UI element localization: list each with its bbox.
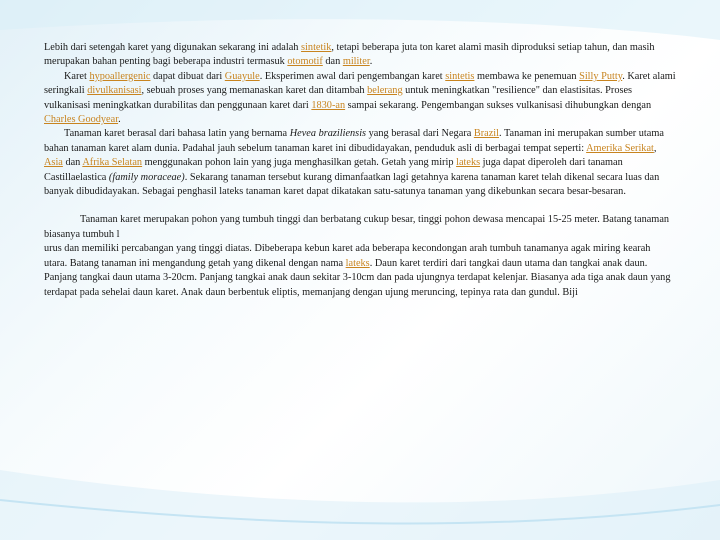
- link-amerika-serikat[interactable]: Amerika Serikat: [586, 142, 654, 154]
- text: yang berasal dari Negara: [366, 128, 474, 140]
- text: . Daun karet terdiri dari tangkai daun utama dan tangkai anak daun. Panjang tangkai daun utama 3-20cm. Panjang tangkai anak daun sekitar 3-10cm dan pada ujungnya terdapat kelenjar. Biasanya ada tiga anak daun yang terdapat pada sehelai daun karet. Anak daun berbentuk eliptis, memanjang dengan ujung meruncing, tepinya rata dan gundul. Biji: [44, 257, 671, 298]
- text: . Eksperimen awal dari pengembangan karet: [259, 70, 446, 82]
- text: , sebuah proses yang memanaskan karet dan ditambah: [141, 85, 368, 97]
- text: . Karet alami seringkali: [44, 70, 676, 97]
- article-body: [44, 41, 676, 300]
- link-lateks-2[interactable]: lateks: [345, 257, 370, 269]
- text: sampai sekarang. Pengembangan sukses vulkanisasi dihubungkan dengan: [345, 99, 652, 111]
- text: ,: [653, 142, 657, 154]
- text: Tanaman karet berasal dari bahasa latin yang bernama: [64, 128, 290, 140]
- paragraph-3: [44, 127, 676, 199]
- text: .: [118, 114, 121, 126]
- paragraph-4: [44, 213, 676, 299]
- text: menggunakan pohon lain yang juga menghasilkan getah. Getah yang mirip: [142, 157, 457, 169]
- text: untuk meningkatkan "resilience" dan elastisitas. Proses vulkanisasi meningkatkan durabilitas dan penggunaan karet dari: [44, 85, 633, 111]
- link-divulkanisasi[interactable]: divulkanisasi: [87, 85, 142, 97]
- link-belerang[interactable]: belerang: [367, 85, 403, 97]
- paragraph-1: [44, 41, 676, 70]
- text: urus dan memiliki percabangan yang tinggi diatas. Dibeberapa kebun karet ada beberapa kecondongan arah tumbuh tanamanya agak miring kearah utara. Batang tanaman ini mengandung getah yang dikenal dengan nama: [44, 243, 651, 269]
- link-charles-goodyear[interactable]: Charles Goodyear: [44, 114, 119, 126]
- link-guayule[interactable]: Guayule: [224, 70, 260, 82]
- text: dan: [62, 157, 83, 169]
- link-afrika-selatan[interactable]: Afrika Selatan: [82, 157, 143, 169]
- text: .: [369, 56, 373, 68]
- family-name: (family moraceae): [108, 171, 185, 183]
- link-otomotif[interactable]: otomotif: [287, 56, 323, 68]
- scientific-name: Hevea braziliensis: [289, 128, 367, 140]
- text: Tanaman karet merupakan pohon yang tumbuh tinggi dan berbatang cukup besar, tinggi pohon dewasa mencapai 15-25 meter. Batang tanaman biasanya tumbuh l: [44, 214, 670, 240]
- link-militer[interactable]: militer: [342, 56, 370, 68]
- link-asia[interactable]: Asia: [44, 157, 63, 169]
- text: Karet: [64, 70, 90, 82]
- link-silly-putty[interactable]: Silly Putty: [579, 70, 623, 82]
- text: dapat dibuat dari: [150, 70, 225, 82]
- link-lateks[interactable]: lateks: [456, 157, 481, 169]
- text: Lebih dari setengah karet yang digunakan sekarang ini adalah: [44, 42, 302, 53]
- text: , tetapi beberapa juta ton karet alami masih diproduksi setiap tahun, dan masih merupakan bahan penting bagi beberapa industri termasuk: [44, 42, 655, 68]
- text: membawa ke penemuan: [474, 70, 580, 82]
- paragraph-2: [44, 70, 676, 128]
- link-sintetik[interactable]: sintetik: [301, 42, 332, 53]
- text: dan: [322, 56, 343, 68]
- text: juga dapat diperoleh dari tanaman Castillaelastica: [44, 157, 623, 183]
- link-1830-an[interactable]: 1830-an: [311, 99, 346, 111]
- link-sintetis[interactable]: sintetis: [445, 70, 475, 82]
- link-brazil[interactable]: Brazil: [473, 128, 500, 140]
- text: . Sekarang tanaman tersebut kurang dimanfaatkan lagi getahnya karena tanaman karet telah dikenal secara luas dan banyak dibudidayakan. Sebagai penghasil lateks tanaman karet dapat dikatakan satu-satunya tanaman yang dikebunkan secara besar-besaran.: [44, 171, 660, 198]
- link-hypoallergenic[interactable]: hypoallergenic: [89, 70, 151, 82]
- text: . Tanaman ini merupakan sumber utama bahan tanaman karet alam dunia. Padahal jauh sebelum tanaman karet ini dibudidayakan, penduduk asli di berbagai tempat seperti:: [44, 128, 664, 154]
